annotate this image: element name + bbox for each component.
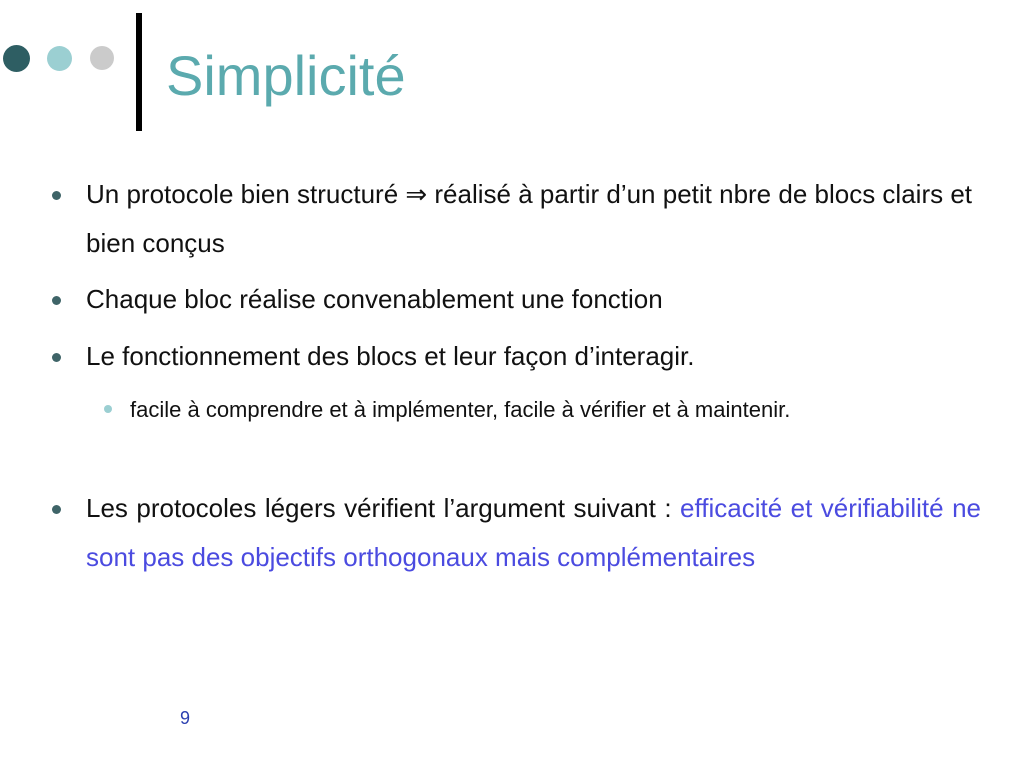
sub-bullet-marker: [104, 405, 112, 413]
bullet-marker: [52, 296, 61, 305]
bullet-item-light-protocols: [86, 484, 981, 582]
bullet-marker: [52, 353, 61, 362]
bullet-item-structured-protocol: Un protocole bien structuré ⇒ réalisé à partir d’un petit nbre de blocs clairs et bien conçus: [86, 179, 973, 258]
bullet-text: Les protocoles légers vérifient l’argument suivant :: [86, 493, 681, 523]
bullet-marker: [52, 505, 61, 514]
slide-title: Simplicité: [166, 44, 406, 107]
bullet-item-block-interaction: Le fonctionnement des blocs et leur façon d’interagir.: [86, 341, 695, 371]
bullet-item-block-function: Chaque bloc réalise convenablement une fonction: [86, 284, 663, 314]
highlighted-text: efficacité et vérifiabilité ne sont pas des objectifs orthogonaux mais complémentaires: [86, 493, 981, 572]
sub-bullet-item-easy: facile à comprendre et à implémenter, facile à vérifier et à maintenir.: [130, 397, 791, 422]
bullet-marker: [52, 191, 61, 200]
page-number: 9: [180, 708, 191, 728]
